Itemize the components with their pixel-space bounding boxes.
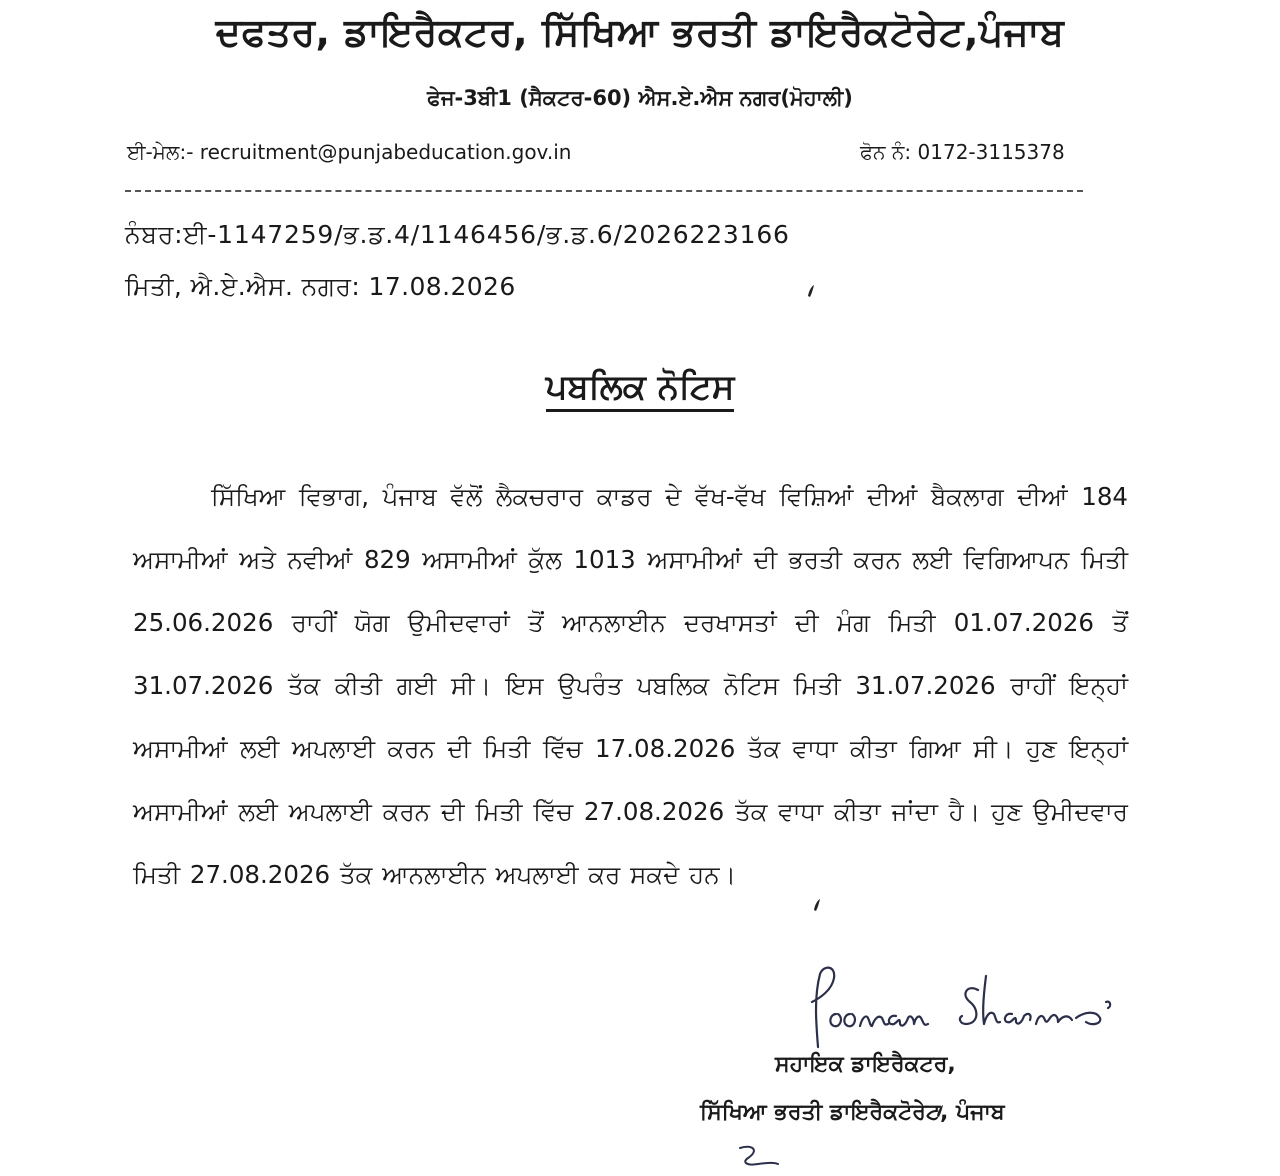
ink-mark [806,284,816,298]
phone-line [860,140,1065,164]
reference-date: ਮਿਤੀ, ਐ.ਏ.ਐਸ. ਨਗਰ: 17.08.2026 [125,272,516,301]
reference-number: ਨੰਬਰ:ਈ-1147259/ਭ.ਡ.4/1146456/ਭ.ਡ.6/2026223166 [125,220,790,249]
ink-mark [812,898,822,912]
email-label: ਈ-ਮੇਲ:- [127,140,194,164]
signatory-designation: ਸਹਾਇਕ ਡਾਇਰੈਕਟਰ, [775,1052,956,1077]
handwritten-signature [800,962,1120,1062]
notice-heading [0,367,1280,407]
email-line [127,140,571,164]
email-address: recruitment@punjabeducation.gov.in [199,140,572,164]
phone-number: 0172-3115378 [917,140,1065,164]
header-divider [125,190,1083,192]
notice-body: ਸਿੱਖਿਆ ਵਿਭਾਗ, ਪੰਜਾਬ ਵੱਲੋਂ ਲੈਕਚਰਾਰ ਕਾਡਰ ਦੇ ਵੱਖ-ਵੱਖ ਵਿਸ਼ਿਆਂ ਦੀਆਂ ਬੈਕਲਾਗ ਦੀਆਂ 184 ਅਸਾਮੀਆਂ ਅਤੇ ਨਵੀਆਂ 829 ਅਸਾਮੀਆਂ ਕੁੱਲ 1013 ਅਸਾਮੀਆਂ ਦੀ ਭਰਤੀ ਕਰਨ ਲਈ ਵਿਗਿਆਪਨ ਮਿਤੀ 25.06.2026 ਰਾਹੀਂ ਯੋਗ ਉਮੀਦਵਾਰਾਂ ਤੋਂ ਆਨਲਾਈਨ ਦਰਖਾਸਤਾਂ ਦੀ ਮੰਗ ਮਿਤੀ 01.07.2026 ਤੋਂ 31.07.2026 ਤੱਕ ਕੀਤੀ ਗਈ ਸੀ। ਇਸ ਉਪਰੰਤ ਪਬਲਿਕ ਨੋਟਿਸ ਮਿਤੀ 31.07.2026 ਰਾਹੀਂ ਇਨ੍ਹਾਂ ਅਸਾਮੀਆਂ ਲਈ ਅਪਲਾਈ ਕਰਨ ਦੀ ਮਿਤੀ ਵਿੱਚ 17.08.2026 ਤੱਕ ਵਾਧਾ ਕੀਤਾ ਗਿਆ ਸੀ। ਹੁਣ ਇਨ੍ਹਾਂ ਅਸਾਮੀਆਂ ਲਈ ਅਪਲਾਈ ਕਰਨ ਦੀ ਮਿਤੀ ਵਿੱਚ 27.08.2026 ਤੱਕ ਵਾਧਾ ਕੀਤਾ ਜਾਂਦਾ ਹੈ। ਹੁਣ ਉਮੀਦਵਾਰ ਮਿਤੀ 27.08.2026 ਤੱਕ ਆਨਲਾਈਨ ਅਪਲਾਈ ਕਰ ਸਕਦੇ ਹਨ। [133,482,1128,889]
signatory-office: ਸਿੱਖਿਆ ਭਰਤੀ ਡਾਇਰੈਕਟੋਰੇਟ, ਪੰਜਾਬ [700,1100,1005,1125]
notice-heading-text: ਪਬਲਿਕ ਨੋਟਿਸ [546,367,735,412]
office-address: ਫੇਜ-3ਬੀ1 (ਸੈਕਟਰ-60) ਐਸ.ਏ.ਐਸ ਨਗਰ(ਮੋਹਾਲੀ) [427,86,853,110]
phone-label: ਫੋਨ ਨੰ: [860,140,912,164]
handwritten-initial [730,1138,790,1174]
office-title: ਦਫਤਰ, ਡਾਇਰੈਕਟਰ, ਸਿੱਖਿਆ ਭਰਤੀ ਡਾਇਰੈਕਟੋਰੇਟ,ਪੰਜਾਬ [215,10,1065,54]
